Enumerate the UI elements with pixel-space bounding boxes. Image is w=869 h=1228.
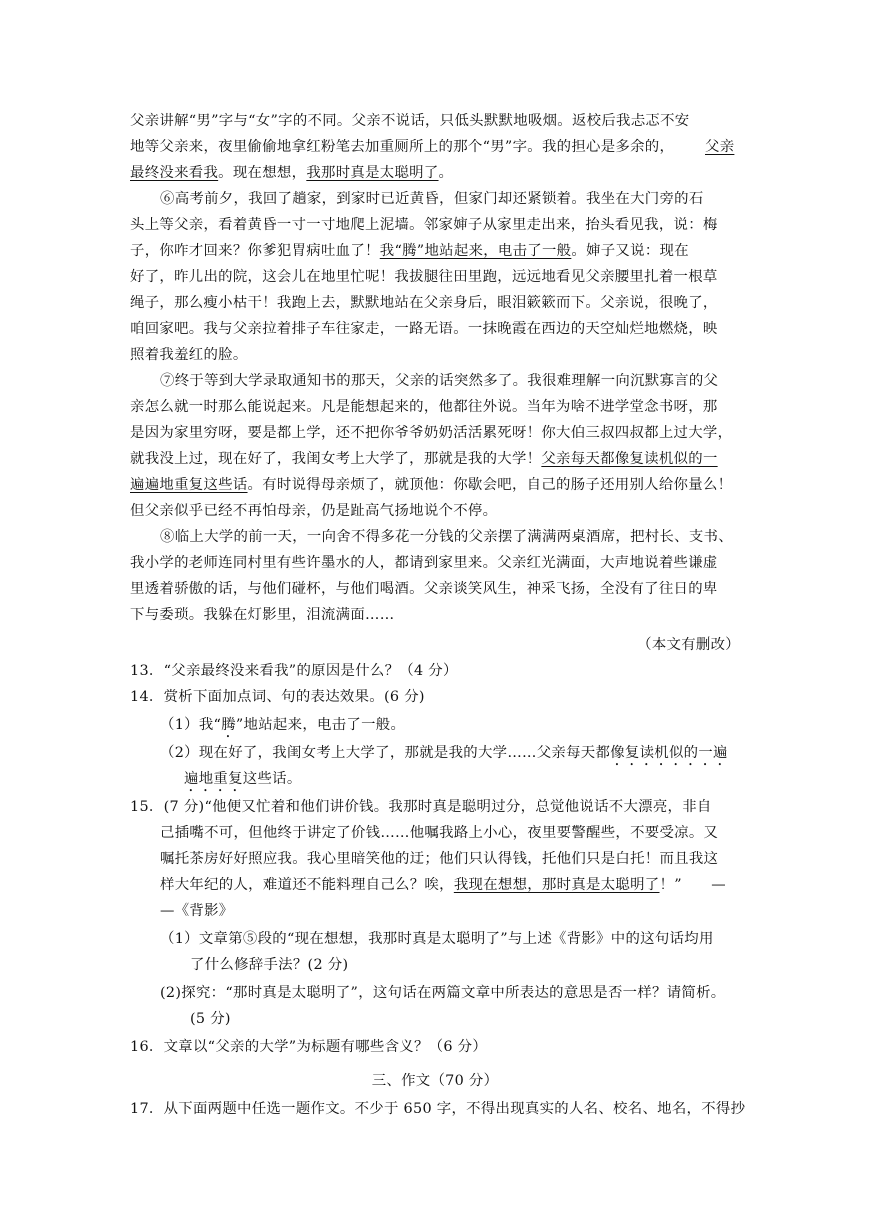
p5-line-1: 父亲讲解“男”字与“女”字的不同。父亲不说话，只低头默默地吸烟。返校后我忐忑不安 xyxy=(130,113,690,129)
dotted-teng: 腾 xyxy=(221,717,236,733)
question-13: 13．“父亲最终没来看我”的原因是什么？（4 分） xyxy=(130,663,458,679)
question-14-1: （1）我“腾”地站起来，电击了一般。 xyxy=(160,717,406,733)
p7-line-2: 亲怎么就一时那么能说起来。凡是能想起来的，他都往外说。当年为啥不进学堂念书呀，那 xyxy=(130,399,718,415)
question-15-1: （1）文章第⑤段的“现在想想，我那时真是太聪明了”与上述《背影》中的这句话均用 xyxy=(160,931,714,947)
p7-line-5: 遍遍地重复这些话。有时说得母亲烦了，就顶他：你歇会吧，自己的肠子还用别人给你量么！ xyxy=(130,477,733,493)
p6-line-6: 咱回家吧。我与父亲拉着排子车往家走，一路无语。一抹晚霞在西边的天空灿烂地燃烧，映 xyxy=(130,321,718,337)
dotted-phrase-b: 遍地重复 xyxy=(184,771,243,787)
underline-father-never-came: 最终没来看我 xyxy=(130,165,219,181)
question-15-line-1: 15．(7 分)“他便又忙着和他们讲价钱。我那时真是聪明过分，总觉他说话不大漂亮，非自 xyxy=(130,799,712,815)
question-16: 16．文章以“父亲的大学”为标题有哪些含义？（6 分） xyxy=(130,1039,488,1055)
question-14: 14．赏析下面加点词、句的表达效果。(6 分) xyxy=(130,689,425,705)
question-15-source: —《背影》 xyxy=(160,903,234,919)
p5-underline-a: 父亲 xyxy=(705,139,735,155)
underline-teng: 我“腾”地站起来，电击了一般 xyxy=(379,243,572,259)
p6-line-2: 头上等父亲，看着黄昏一寸一寸地爬上泥墙。邻家婶子从家里走出来，抬头看见我，说：梅 xyxy=(130,217,718,233)
edit-note: （本文有删改） xyxy=(637,637,740,653)
p8-line-3: 里透着骄傲的话，与他们碰杯，与他们喝酒。父亲谈笑风生，神采飞扬，全没有了往日的卑 xyxy=(130,581,718,597)
question-17: 17．从下面两题中任选一题作文。不少于 650 字，不得出现真实的人名、校名、地名，不得抄 xyxy=(130,1101,746,1117)
question-15-line-4: 样大年纪的人，难道还不能料理自己么？唉，我现在想想，那时真是太聪明了！” — xyxy=(160,877,726,893)
underline-too-clever: 我那时真是太聪明了 xyxy=(306,165,439,181)
p8-line-2: 我小学的老师连同村里有些许墨水的人，都请到家里来。父亲红光满面，大声地说着些谦虚 xyxy=(130,555,718,571)
p6-line-5: 绳子，那么瘦小枯干！我跑上去，默默地站在父亲身后，眼泪簌簌而下。父亲说，很晚了， xyxy=(130,295,718,311)
underline-repeat-a: 父亲每天都像复读机似的一 xyxy=(541,451,718,467)
p6-line-1: ⑥高考前夕，我回了趟家，到家时已近黄昏，但家门却还紧锁着。我坐在大门旁的石 xyxy=(160,191,704,207)
question-15-line-2: 己插嘴不可，但他终于讲定了价钱……他嘱我路上小心，夜里要警醒些，不要受凉。又 xyxy=(160,825,719,841)
underline-beiying-quote: 我现在想想，那时真是太聪明了 xyxy=(453,877,660,893)
p7-line-3: 是因为家里穷呀，要是都上学，还不把你爷爷奶奶活活累死呀！你大伯三叔四叔都上过大学， xyxy=(130,425,733,441)
p5-line-2: 地等父亲来，夜里偷偷地拿红粉笔去加重厕所上的那个“男”字。我的担心是多余的， xyxy=(130,139,675,155)
p6-line-7: 照着我羞红的脸。 xyxy=(130,347,248,363)
underline-repeat-b: 遍遍地重复这些话 xyxy=(130,477,248,493)
p7-line-1: ⑦终于等到大学录取通知书的那天，父亲的话突然多了。我很难理解一向沉默寡言的父 xyxy=(160,373,719,389)
question-15-line-3: 嘱托茶房好好照应我。我心里暗笑他的迂；他们只认得钱，托他们只是白托！而且我这 xyxy=(160,851,719,867)
dotted-phrase-a: 像复读机似的一遍 xyxy=(610,745,728,761)
p5-line-3: 最终没来看我。现在想想，我那时真是太聪明了。 xyxy=(130,165,454,181)
question-14-2-cont: 遍地重复这些话。 xyxy=(184,771,302,787)
question-15-2-cont: (5 分) xyxy=(190,1011,231,1027)
p8-line-1: ⑧临上大学的前一天，一向舍不得多花一分钱的父亲摆了满满两桌酒席，把村长、支书、 xyxy=(160,529,733,545)
p7-line-4: 就我没上过，现在好了，我闺女考上大学了，那就是我的大学！父亲每天都像复读机似的一 xyxy=(130,451,718,467)
p7-line-6: 但父亲似乎已经不再怕母亲，仍是趾高气扬地说个不停。 xyxy=(130,503,498,519)
p6-line-4: 好了，昨儿出的院，这会儿在地里忙呢！我拔腿往田里跑，远远地看见父亲腰里扎着一根草 xyxy=(130,269,718,285)
section-heading-composition: 三、作文（70 分） xyxy=(371,1073,499,1089)
p6-line-3: 子，你咋才回来？你爹犯胃病吐血了！我“腾”地站起来，电击了一般。婶子又说：现在 xyxy=(130,243,689,259)
question-15-1-cont: 了什么修辞手法？(2 分) xyxy=(190,957,349,973)
question-15-2: (2)探究：“那时真是太聪明了”，这句话在两篇文章中所表达的意思是否一样？请简析。 xyxy=(160,985,726,1001)
question-14-2: （2）现在好了，我闺女考上大学了，那就是我的大学……父亲每天都像复读机似的一遍 xyxy=(160,745,728,761)
p8-line-4: 下与委琐。我躲在灯影里，泪流满面…… xyxy=(130,607,395,623)
